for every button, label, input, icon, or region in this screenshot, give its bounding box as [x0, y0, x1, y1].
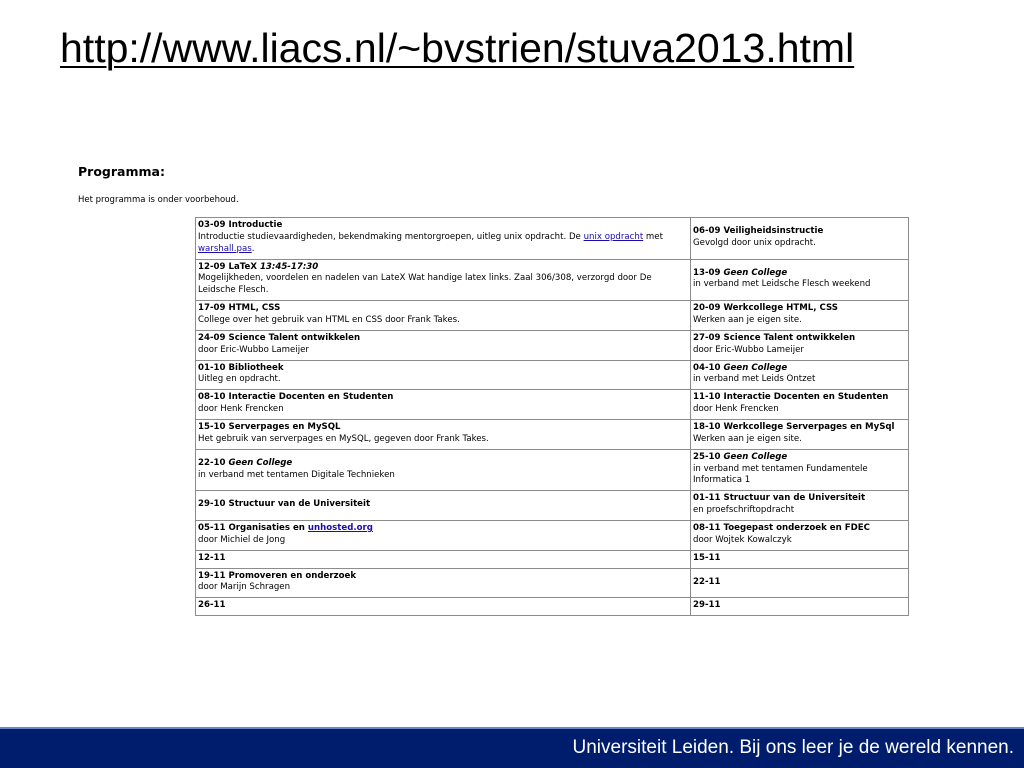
session-title-line — [693, 523, 906, 535]
schedule-cell-left — [196, 218, 691, 260]
session-title: HTML, CSS — [228, 303, 281, 314]
schedule-row — [196, 420, 909, 450]
session-date: 08-10 — [198, 392, 226, 403]
session-title-line — [198, 422, 688, 434]
session-description — [693, 315, 906, 327]
session-date: 01-11 — [693, 493, 721, 504]
description-text: in verband met Leids Ontzet — [693, 374, 816, 385]
session-date: 25-10 — [693, 451, 721, 462]
session-title: Promoveren en onderzoek — [228, 570, 357, 581]
description-text: Uitleg en opdracht. — [198, 374, 281, 385]
schedule-cell-right — [691, 420, 909, 450]
session-date: 15-11 — [693, 552, 721, 563]
session-date: 12-11 — [198, 552, 226, 563]
description-text: College over het gebruik van HTML en CSS door Frank Takes. — [198, 315, 460, 326]
session-description — [198, 345, 688, 357]
session-title: Structuur van de Universiteit — [228, 499, 371, 510]
session-title-line — [198, 333, 688, 345]
schedule-row — [196, 491, 909, 521]
session-title-line — [693, 363, 906, 375]
session-title: Introductie — [228, 220, 283, 230]
schedule-cell-left — [196, 521, 691, 551]
schedule-row — [196, 390, 909, 420]
schedule-cell-right — [691, 360, 909, 390]
slide-title-url: http://www.liacs.nl/~bvstrien/stuva2013.html — [60, 25, 855, 71]
schedule-cell-left — [196, 301, 691, 331]
description-text: Mogelijkheden, voordelen en nadelen van LateX Wat handige latex links. Zaal 306/308, verzorgd door De Leidsche Flesch. — [198, 273, 652, 296]
session-date: 22-10 — [198, 457, 226, 468]
session-date: 04-10 — [693, 362, 721, 373]
session-title-line — [693, 226, 906, 238]
session-title-line — [693, 303, 906, 315]
session-description — [693, 434, 906, 446]
schedule-body — [196, 218, 909, 616]
session-title: Science Talent ontwikkelen — [723, 332, 856, 343]
session-title-line — [198, 523, 688, 535]
schedule-cell-left — [196, 330, 691, 360]
page-heading: Programma: — [78, 164, 165, 179]
schedule-row — [196, 301, 909, 331]
session-description — [198, 434, 688, 446]
session-date: 24-09 — [198, 332, 226, 343]
session-title: Interactie Docenten en Studenten — [723, 392, 889, 403]
footer-bar — [0, 727, 1024, 768]
session-title-line — [198, 220, 688, 232]
schedule-cell-right — [691, 301, 909, 331]
session-title-italic: Geen College — [723, 267, 788, 278]
schedule-table — [195, 217, 909, 616]
description-text: in verband met tentamen Digitale Technieken — [198, 469, 395, 480]
session-title: Veiligheidsinstructie — [723, 225, 824, 236]
description-text: in verband met tentamen Fundamentele Informatica 1 — [693, 463, 868, 486]
schedule-cell-right — [691, 449, 909, 491]
footer-tagline: Universiteit Leiden. Bij ons leer je de wereld kennen. — [572, 737, 1014, 758]
session-description — [693, 238, 906, 250]
session-title: LaTeX — [228, 261, 257, 272]
session-description — [198, 315, 688, 327]
schedule-row — [196, 259, 909, 301]
session-title-line — [693, 452, 906, 464]
schedule-row — [196, 521, 909, 551]
session-title: Interactie Docenten en Studenten — [228, 392, 394, 403]
session-title-italic: Geen College — [723, 362, 788, 373]
session-title-line — [198, 458, 688, 470]
description-text: en proefschriftopdracht — [693, 505, 795, 516]
schedule-cell-left — [196, 491, 691, 521]
session-title: Organisaties en — [228, 523, 305, 534]
session-description — [693, 535, 906, 547]
session-date: 13-09 — [693, 267, 721, 278]
session-title-line — [198, 499, 688, 511]
session-title-line — [693, 600, 906, 612]
session-title-line — [693, 333, 906, 345]
session-title: Serverpages en MySQL — [228, 422, 341, 433]
webpage-screenshot — [60, 150, 950, 628]
session-description — [198, 232, 688, 256]
schedule-cell-left — [196, 568, 691, 598]
schedule-cell-right — [691, 491, 909, 521]
session-title-line — [198, 553, 688, 565]
session-description — [693, 505, 906, 517]
session-title: Bibliotheek — [228, 362, 284, 373]
session-title: Toegepast onderzoek en FDEC — [723, 523, 870, 534]
session-description — [198, 582, 688, 594]
schedule-cell-left — [196, 598, 691, 616]
description-link[interactable]: unix opdracht — [583, 231, 644, 242]
schedule-cell-right — [691, 598, 909, 616]
session-date: 20-09 — [693, 303, 721, 314]
session-date: 01-10 — [198, 362, 226, 373]
description-text: door Henk Frencken — [198, 404, 284, 415]
description-text: Introductie studievaardigheden, bekendmaking mentorgroepen, uitleg unix opdracht. De — [198, 231, 584, 242]
session-title-line — [198, 600, 688, 612]
session-title: Structuur van de Universiteit — [723, 493, 866, 504]
schedule-cell-right — [691, 521, 909, 551]
session-title-line — [198, 303, 688, 315]
description-text: Het gebruik van serverpages en MySQL, gegeven door Frank Takes. — [198, 433, 489, 444]
session-description — [198, 273, 688, 297]
schedule-cell-left — [196, 449, 691, 491]
schedule-cell-right — [691, 330, 909, 360]
schedule-cell-left — [196, 390, 691, 420]
schedule-row — [196, 550, 909, 568]
description-text: door Michiel de Jong — [198, 534, 286, 545]
session-title: Science Talent ontwikkelen — [228, 332, 361, 343]
schedule-cell-left — [196, 360, 691, 390]
session-description — [693, 404, 906, 416]
session-title-line — [693, 422, 906, 434]
description-text: Werken aan je eigen site. — [693, 315, 802, 326]
description-text: Gevolgd door unix opdracht. — [693, 237, 816, 248]
session-title-italic: Geen College — [723, 451, 788, 462]
description-link[interactable]: warshall.pas — [198, 243, 252, 254]
schedule-row — [196, 449, 909, 491]
session-title-italic: Geen College — [228, 457, 293, 468]
session-description — [693, 279, 906, 291]
description-text: door Marijn Schragen — [198, 582, 291, 593]
session-description — [198, 535, 688, 547]
session-description — [198, 374, 688, 386]
session-description — [693, 464, 906, 488]
session-description — [198, 404, 688, 416]
session-title-line — [198, 363, 688, 375]
schedule-cell-left — [196, 420, 691, 450]
schedule-cell-left — [196, 550, 691, 568]
session-title-line — [693, 493, 906, 505]
session-date: 22-11 — [693, 576, 721, 587]
description-text: Werken aan je eigen site. — [693, 433, 802, 444]
schedule-cell-right — [691, 218, 909, 260]
schedule-cell-right — [691, 550, 909, 568]
schedule-cell-left — [196, 259, 691, 301]
session-title-line — [198, 392, 688, 404]
description-text: . — [251, 243, 255, 254]
session-title-line — [198, 571, 688, 583]
session-title-line — [693, 553, 906, 565]
session-date: 27-09 — [693, 332, 721, 343]
session-date: 06-09 — [693, 225, 721, 236]
schedule-row — [196, 568, 909, 598]
schedule-row — [196, 218, 909, 260]
description-text: in verband met Leidsche Flesch weekend — [693, 279, 871, 290]
session-date: 18-10 — [693, 422, 721, 433]
description-text: door Henk Frencken — [693, 404, 779, 415]
session-description — [693, 374, 906, 386]
session-date: 05-11 — [198, 523, 226, 534]
schedule-row — [196, 360, 909, 390]
session-date: 12-09 — [198, 261, 226, 272]
page-note: Het programma is onder voorbehoud. — [78, 195, 239, 205]
description-text: door Wojtek Kowalczyk — [693, 534, 792, 545]
schedule-row — [196, 598, 909, 616]
session-date: 17-09 — [198, 303, 226, 314]
schedule-cell-right — [691, 390, 909, 420]
session-date: 29-10 — [198, 499, 226, 510]
slide-title — [60, 26, 854, 71]
session-date: 15-10 — [198, 422, 226, 433]
schedule-cell-right — [691, 568, 909, 598]
session-title: Werkcollege HTML, CSS — [723, 303, 838, 314]
schedule-row — [196, 330, 909, 360]
session-date: 26-11 — [198, 600, 226, 611]
schedule-wrapper — [195, 217, 909, 616]
session-date: 08-11 — [693, 523, 721, 534]
session-date: 19-11 — [198, 570, 226, 581]
session-date: 29-11 — [693, 600, 721, 611]
description-text: door Eric-Wubbo Lameijer — [693, 344, 804, 355]
description-text: door Eric-Wubbo Lameijer — [198, 344, 309, 355]
session-title-line — [693, 577, 906, 589]
schedule-cell-right — [691, 259, 909, 301]
session-description — [198, 470, 688, 482]
session-title-line — [198, 262, 688, 274]
session-title-italic: 13:45-17:30 — [259, 261, 319, 272]
session-title: Werkcollege Serverpages en MySql — [723, 422, 895, 433]
title-link[interactable]: unhosted.org — [307, 523, 373, 534]
session-date: 11-10 — [693, 392, 721, 403]
session-title-line — [693, 268, 906, 280]
session-date: 03-09 — [198, 220, 226, 230]
session-title-line — [693, 392, 906, 404]
description-text: met — [643, 231, 663, 242]
session-description — [693, 345, 906, 357]
